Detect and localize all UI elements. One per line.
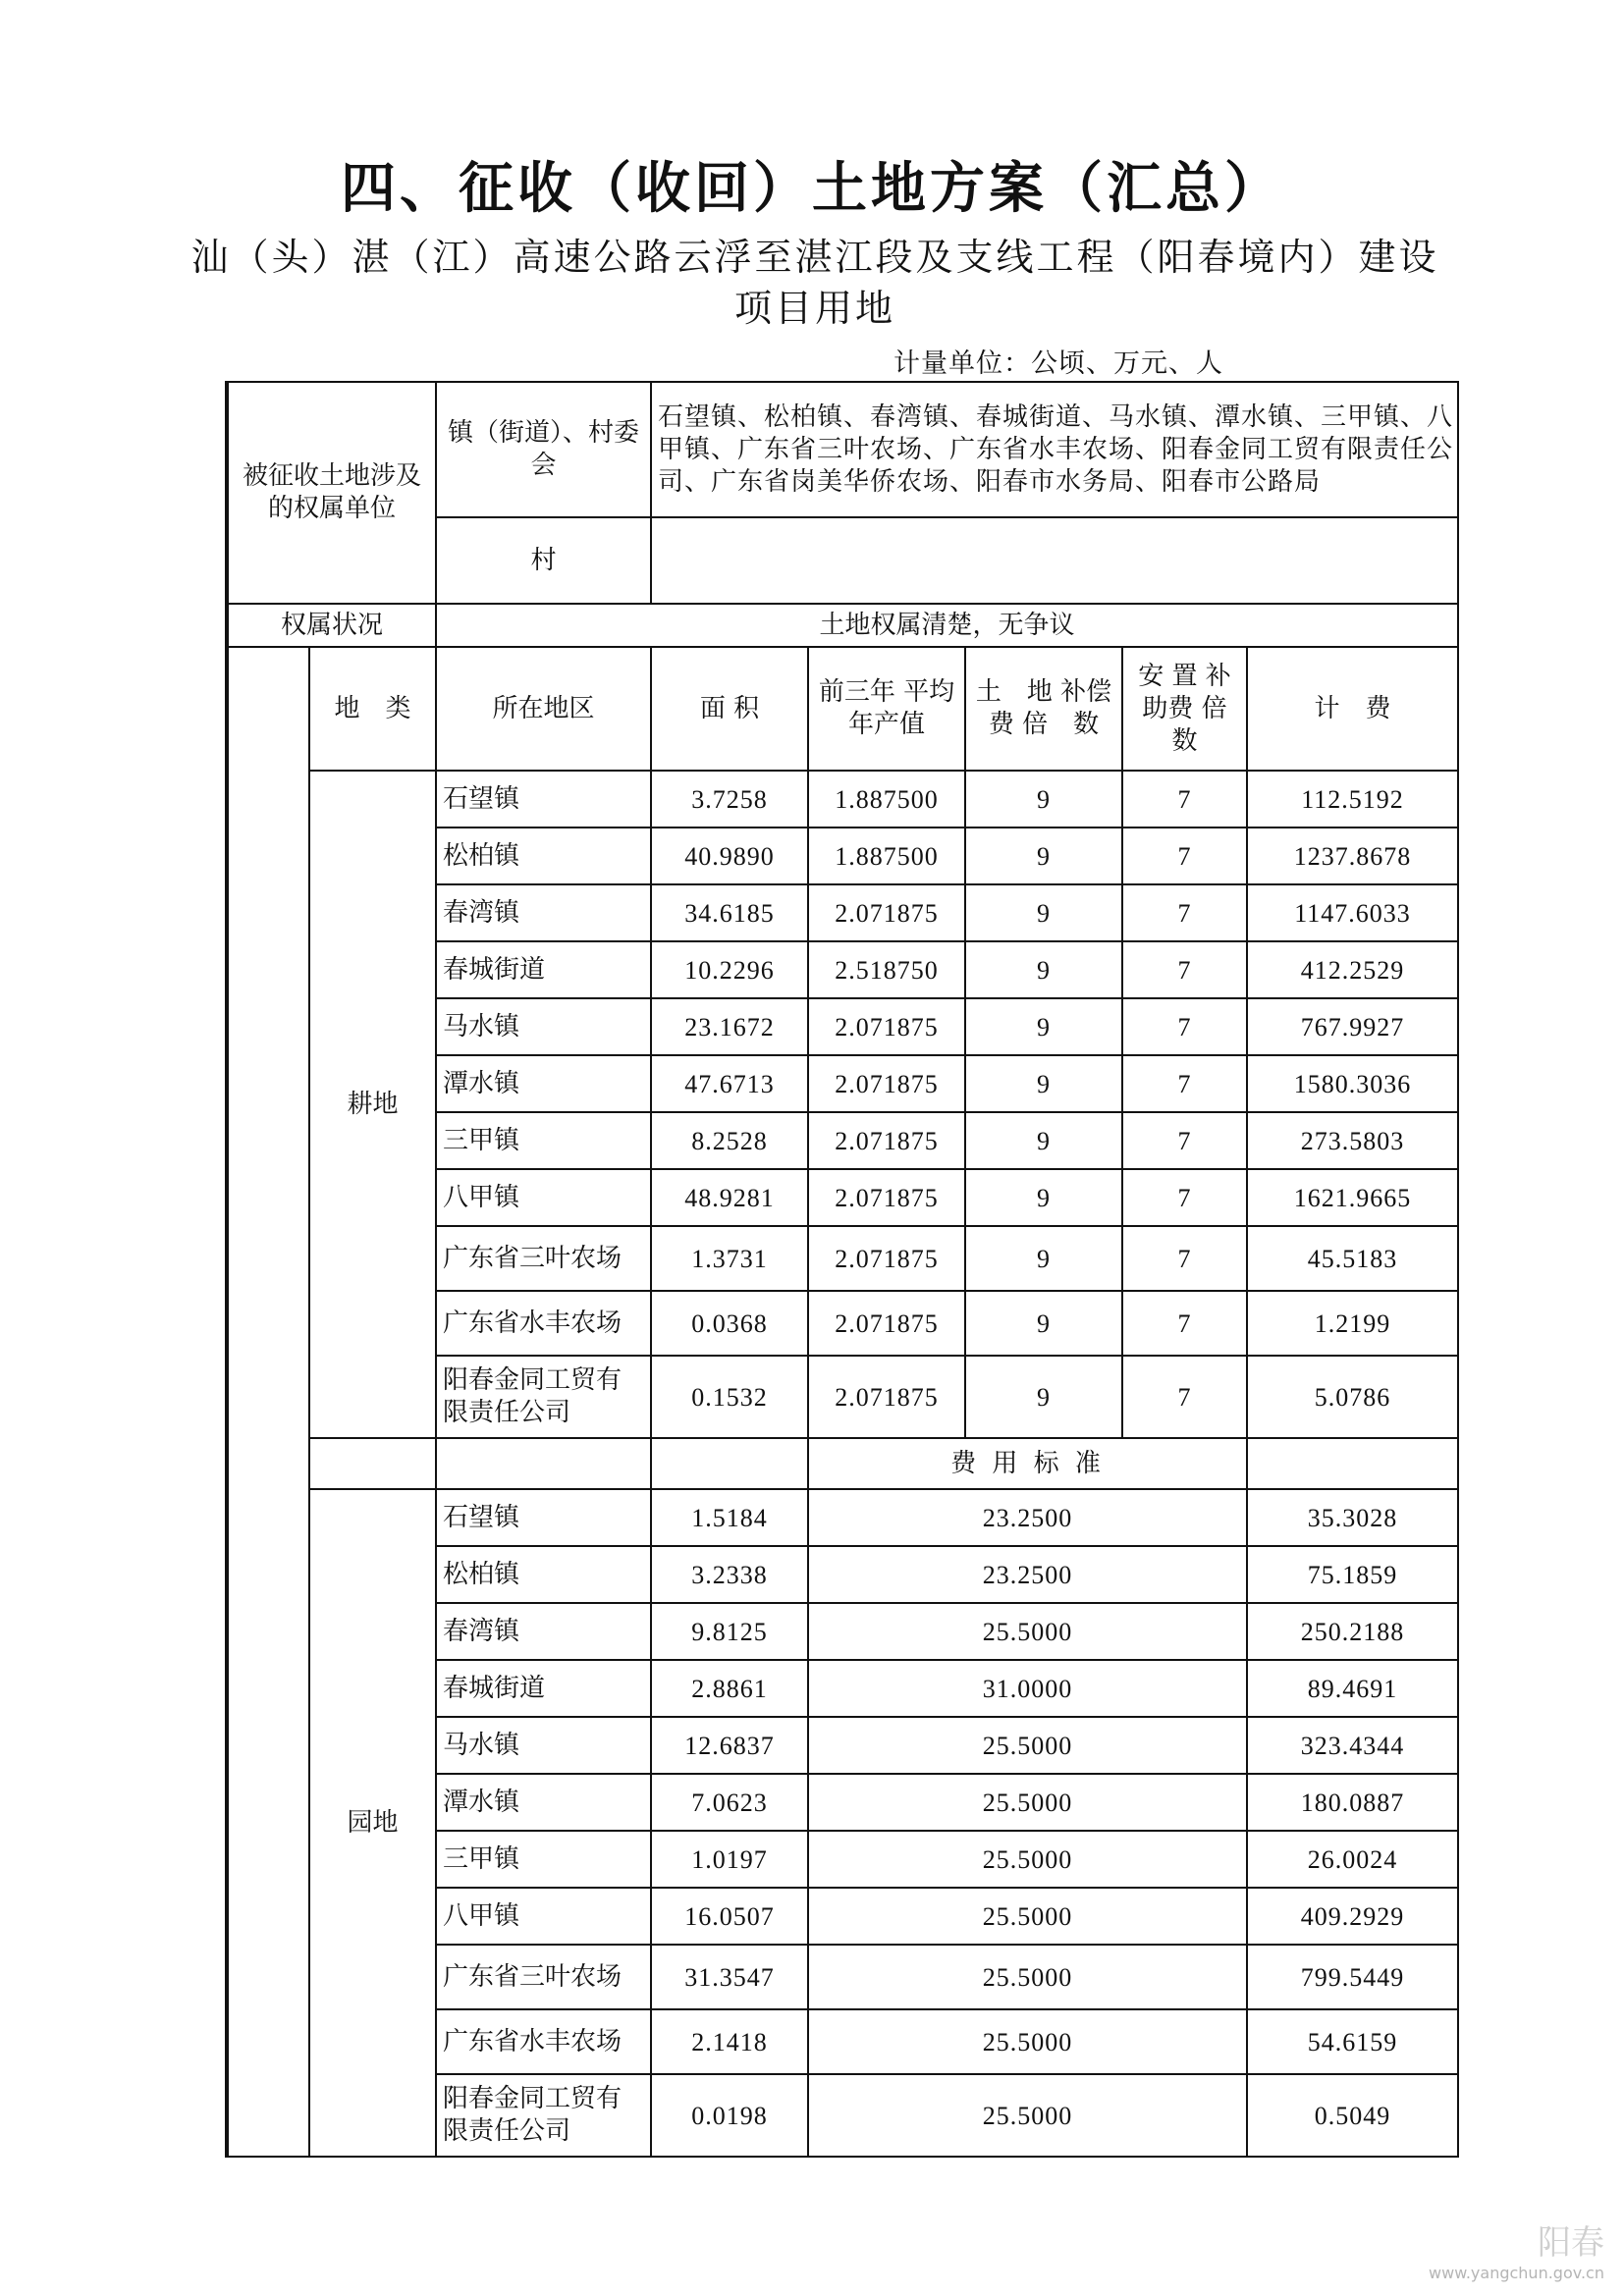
village-value bbox=[651, 517, 1458, 604]
avg-output-cell: 2.071875 bbox=[808, 1291, 965, 1356]
land-comp-cell: 9 bbox=[965, 941, 1122, 998]
page-title: 四、征收（收回）土地方案（汇总） bbox=[341, 157, 1283, 221]
area-cell: 7.0623 bbox=[651, 1774, 808, 1831]
location-cell: 石望镇 bbox=[436, 771, 651, 828]
location-cell: 三甲镇 bbox=[436, 1112, 651, 1169]
town-value: 石望镇、松柏镇、春湾镇、春城街道、马水镇、潭水镇、三甲镇、八甲镇、广东省三叶农场、广东省水丰农场、阳春金同工贸有限责任公司、广东省岗美华侨农场、阳春市水务局、阳春市公路局 bbox=[651, 382, 1458, 517]
location-cell: 广东省水丰农场 bbox=[436, 2009, 651, 2074]
area-cell: 9.8125 bbox=[651, 1603, 808, 1660]
avg-output-cell: 1.887500 bbox=[808, 771, 965, 828]
avg-output-cell: 2.071875 bbox=[808, 884, 965, 941]
resettle-cell: 7 bbox=[1122, 771, 1247, 828]
area-cell: 0.0198 bbox=[651, 2074, 808, 2157]
location-cell: 阳春金同工贸有限责任公司 bbox=[436, 2074, 651, 2157]
fee-standard-cell: 25.5000 bbox=[808, 1831, 1247, 1888]
area-cell: 31.3547 bbox=[651, 1945, 808, 2009]
fee-cell: 1621.9665 bbox=[1247, 1169, 1458, 1226]
location-cell: 春湾镇 bbox=[436, 1603, 651, 1660]
blank-cell bbox=[436, 1438, 651, 1489]
location-cell: 春湾镇 bbox=[436, 884, 651, 941]
owner-section-label: 被征收土地涉及的权属单位 bbox=[227, 382, 436, 604]
header-fee: 计 费 bbox=[1247, 647, 1458, 771]
location-cell: 八甲镇 bbox=[436, 1888, 651, 1945]
blank-cell bbox=[1247, 1438, 1458, 1489]
rights-label: 权属状况 bbox=[227, 604, 436, 647]
area-cell: 3.2338 bbox=[651, 1546, 808, 1603]
area-cell: 1.5184 bbox=[651, 1489, 808, 1546]
town-label: 镇（街道）、村委会 bbox=[436, 382, 651, 517]
land-comp-cell: 9 bbox=[965, 884, 1122, 941]
fee-cell: 1.2199 bbox=[1247, 1291, 1458, 1356]
area-cell: 0.1532 bbox=[651, 1356, 808, 1438]
fee-standard-cell: 31.0000 bbox=[808, 1660, 1247, 1717]
header-land-comp: 土 地 补偿费 倍 数 bbox=[965, 647, 1122, 771]
avg-output-cell: 2.071875 bbox=[808, 1112, 965, 1169]
location-cell: 松柏镇 bbox=[436, 828, 651, 884]
fee-cell: 273.5803 bbox=[1247, 1112, 1458, 1169]
fee-standard-cell: 25.5000 bbox=[808, 1945, 1247, 2009]
header-location: 所在地区 bbox=[436, 647, 651, 771]
avg-output-cell: 2.071875 bbox=[808, 1169, 965, 1226]
location-cell: 潭水镇 bbox=[436, 1055, 651, 1112]
fee-cell: 1237.8678 bbox=[1247, 828, 1458, 884]
location-cell: 石望镇 bbox=[436, 1489, 651, 1546]
area-cell: 34.6185 bbox=[651, 884, 808, 941]
fee-cell: 89.4691 bbox=[1247, 1660, 1458, 1717]
land-comp-cell: 9 bbox=[965, 1169, 1122, 1226]
fee-standard-cell: 23.2500 bbox=[808, 1489, 1247, 1546]
avg-output-cell: 2.518750 bbox=[808, 941, 965, 998]
fee-standard-cell: 25.5000 bbox=[808, 1603, 1247, 1660]
resettle-cell: 7 bbox=[1122, 828, 1247, 884]
fee-standard-cell: 25.5000 bbox=[808, 2009, 1247, 2074]
land-comp-cell: 9 bbox=[965, 1291, 1122, 1356]
blank-cell bbox=[651, 1438, 808, 1489]
area-cell: 2.1418 bbox=[651, 2009, 808, 2074]
fee-cell: 54.6159 bbox=[1247, 2009, 1458, 2074]
header-area: 面 积 bbox=[651, 647, 808, 771]
location-cell: 马水镇 bbox=[436, 1717, 651, 1774]
fee-cell: 412.2529 bbox=[1247, 941, 1458, 998]
rights-value: 土地权属清楚，无争议 bbox=[436, 604, 1458, 647]
village-label: 村 bbox=[436, 517, 651, 604]
resettle-cell: 7 bbox=[1122, 1356, 1247, 1438]
fee-cell: 35.3028 bbox=[1247, 1489, 1458, 1546]
area-cell: 23.1672 bbox=[651, 998, 808, 1055]
fee-cell: 767.9927 bbox=[1247, 998, 1458, 1055]
header-resettle: 安 置 补助费 倍 数 bbox=[1122, 647, 1247, 771]
location-cell: 潭水镇 bbox=[436, 1774, 651, 1831]
area-cell: 8.2528 bbox=[651, 1112, 808, 1169]
fee-cell: 250.2188 bbox=[1247, 1603, 1458, 1660]
resettle-cell: 7 bbox=[1122, 1112, 1247, 1169]
area-cell: 1.3731 bbox=[651, 1226, 808, 1291]
page-subtitle: 汕（头）湛（江）高速公路云浮至湛江段及支线工程（阳春境内）建设项目用地 bbox=[190, 236, 1439, 330]
location-cell: 广东省三叶农场 bbox=[436, 1226, 651, 1291]
fee-standard-row bbox=[227, 1438, 1458, 1489]
area-cell: 48.9281 bbox=[651, 1169, 808, 1226]
area-cell: 12.6837 bbox=[651, 1717, 808, 1774]
land-comp-cell: 9 bbox=[965, 771, 1122, 828]
land-acquisition-table bbox=[225, 381, 1459, 2158]
fee-cell: 799.5449 bbox=[1247, 1945, 1458, 2009]
resettle-cell: 7 bbox=[1122, 941, 1247, 998]
fee-cell: 1147.6033 bbox=[1247, 884, 1458, 941]
avg-output-cell: 2.071875 bbox=[808, 1055, 965, 1112]
resettle-cell: 7 bbox=[1122, 1226, 1247, 1291]
fee-cell: 409.2929 bbox=[1247, 1888, 1458, 1945]
avg-output-cell: 2.071875 bbox=[808, 1226, 965, 1291]
header-avg-output: 前三年 平均年产值 bbox=[808, 647, 965, 771]
blank-left-column bbox=[227, 647, 309, 2157]
location-cell: 八甲镇 bbox=[436, 1169, 651, 1226]
location-cell: 松柏镇 bbox=[436, 1546, 651, 1603]
cultivated-land-label: 耕地 bbox=[309, 771, 436, 1438]
fee-standard-cell: 25.5000 bbox=[808, 1774, 1247, 1831]
header-land-type: 地 类 bbox=[309, 647, 436, 771]
area-cell: 3.7258 bbox=[651, 771, 808, 828]
area-cell: 10.2296 bbox=[651, 941, 808, 998]
fee-cell: 180.0887 bbox=[1247, 1774, 1458, 1831]
table-row bbox=[227, 1489, 1458, 1546]
watermark bbox=[1429, 2216, 1604, 2282]
land-comp-cell: 9 bbox=[965, 1356, 1122, 1438]
watermark-logo: 阳春 bbox=[1538, 2223, 1604, 2263]
table-row bbox=[227, 771, 1458, 828]
area-cell: 40.9890 bbox=[651, 828, 808, 884]
blank-cell bbox=[309, 1438, 436, 1489]
fee-cell: 26.0024 bbox=[1247, 1831, 1458, 1888]
fee-cell: 0.5049 bbox=[1247, 2074, 1458, 2157]
location-cell: 阳春金同工贸有限责任公司 bbox=[436, 1356, 651, 1438]
units-note: 计量单位：公顷、万元、人 bbox=[893, 348, 1223, 379]
fee-standard-cell: 25.5000 bbox=[808, 1717, 1247, 1774]
location-cell: 广东省三叶农场 bbox=[436, 1945, 651, 2009]
area-cell: 16.0507 bbox=[651, 1888, 808, 1945]
land-comp-cell: 9 bbox=[965, 1112, 1122, 1169]
avg-output-cell: 2.071875 bbox=[808, 1356, 965, 1438]
land-comp-cell: 9 bbox=[965, 1226, 1122, 1291]
avg-output-cell: 1.887500 bbox=[808, 828, 965, 884]
fee-standard-cell: 23.2500 bbox=[808, 1546, 1247, 1603]
fee-cell: 75.1859 bbox=[1247, 1546, 1458, 1603]
area-cell: 2.8861 bbox=[651, 1660, 808, 1717]
watermark-url: www.yangchun.gov.cn bbox=[1429, 2264, 1604, 2282]
resettle-cell: 7 bbox=[1122, 1291, 1247, 1356]
area-cell: 1.0197 bbox=[651, 1831, 808, 1888]
fee-standard-cell: 25.5000 bbox=[808, 2074, 1247, 2157]
location-cell: 春城街道 bbox=[436, 1660, 651, 1717]
resettle-cell: 7 bbox=[1122, 1055, 1247, 1112]
land-comp-cell: 9 bbox=[965, 998, 1122, 1055]
land-comp-cell: 9 bbox=[965, 828, 1122, 884]
location-cell: 春城街道 bbox=[436, 941, 651, 998]
resettle-cell: 7 bbox=[1122, 1169, 1247, 1226]
garden-land-label: 园地 bbox=[309, 1489, 436, 2157]
location-cell: 三甲镇 bbox=[436, 1831, 651, 1888]
land-comp-cell: 9 bbox=[965, 1055, 1122, 1112]
fee-standard-label: 费 用 标 准 bbox=[808, 1438, 1247, 1489]
location-cell: 广东省水丰农场 bbox=[436, 1291, 651, 1356]
area-cell: 47.6713 bbox=[651, 1055, 808, 1112]
fee-cell: 323.4344 bbox=[1247, 1717, 1458, 1774]
area-cell: 0.0368 bbox=[651, 1291, 808, 1356]
resettle-cell: 7 bbox=[1122, 884, 1247, 941]
fee-cell: 1580.3036 bbox=[1247, 1055, 1458, 1112]
avg-output-cell: 2.071875 bbox=[808, 998, 965, 1055]
fee-standard-cell: 25.5000 bbox=[808, 1888, 1247, 1945]
fee-cell: 5.0786 bbox=[1247, 1356, 1458, 1438]
location-cell: 马水镇 bbox=[436, 998, 651, 1055]
fee-cell: 45.5183 bbox=[1247, 1226, 1458, 1291]
fee-cell: 112.5192 bbox=[1247, 771, 1458, 828]
resettle-cell: 7 bbox=[1122, 998, 1247, 1055]
